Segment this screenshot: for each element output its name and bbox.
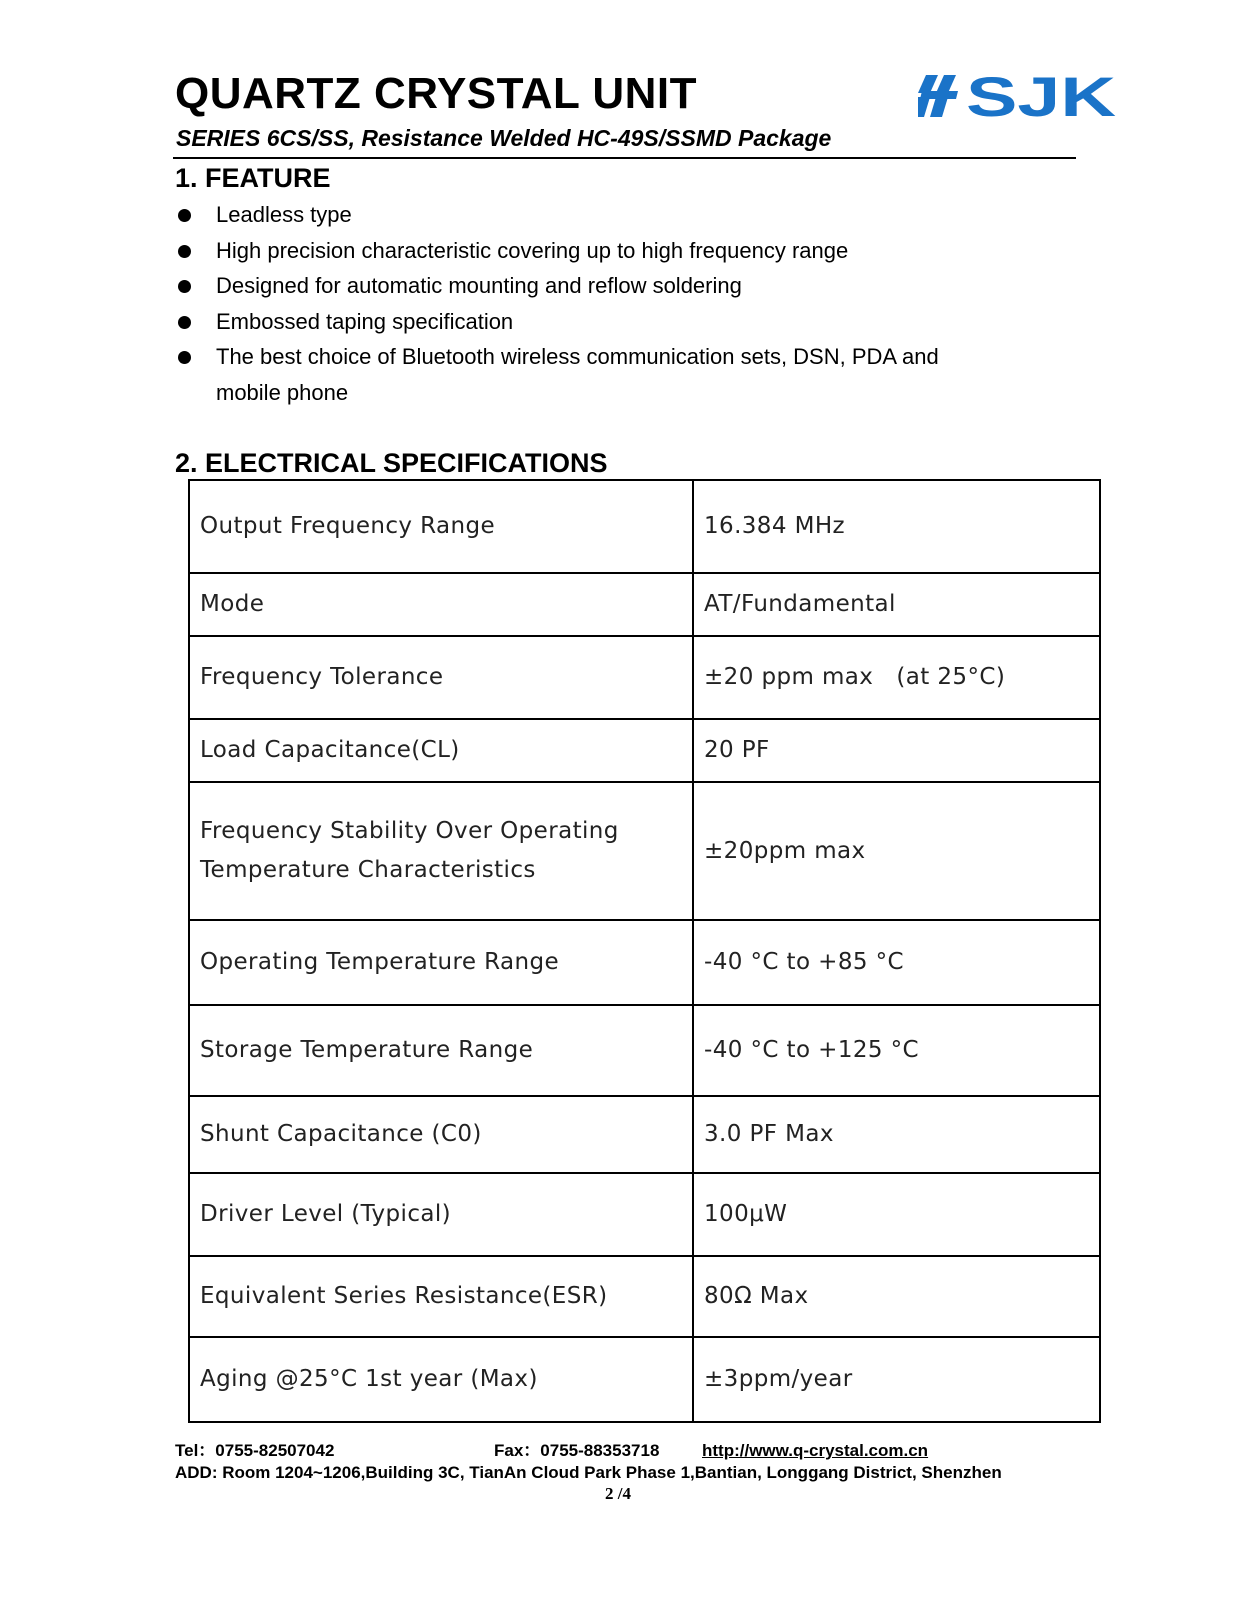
- footer-fax: Fax：0755-88353718: [494, 1441, 660, 1460]
- feature-item: The best choice of Bluetooth wireless communication sets, DSN, PDA and mobile phone: [175, 339, 1055, 410]
- bullet-icon: [178, 209, 191, 222]
- bullet-icon: [178, 316, 191, 329]
- param-cell: Shunt Capacitance (C0): [189, 1096, 693, 1173]
- feature-heading: 1. FEATURE: [175, 163, 331, 193]
- header-rule: [173, 157, 1076, 159]
- electrical-heading: 2. ELECTRICAL SPECIFICATIONS: [175, 448, 608, 478]
- footer: [175, 1440, 1055, 1483]
- sjk-logo: [918, 71, 1118, 121]
- value-cell: ±3ppm/year: [693, 1337, 1100, 1422]
- value-cell: 20 PF: [693, 719, 1100, 782]
- feature-item: Leadless type: [175, 197, 1055, 233]
- param-cell: Driver Level (Typical): [189, 1173, 693, 1256]
- table-row: [189, 719, 1100, 782]
- table-row: [189, 636, 1100, 719]
- feature-item: High precision characteristic covering up to high frequency range: [175, 233, 1055, 269]
- value-cell: AT/Fundamental: [693, 573, 1100, 636]
- value-cell: ±20ppm max: [693, 782, 1100, 920]
- bullet-icon: [178, 245, 191, 258]
- param-cell: Frequency Stability Over Operating Temperature Characteristics: [189, 782, 693, 920]
- table-row: [189, 573, 1100, 636]
- param-cell: Aging @25°C 1st year (Max): [189, 1337, 693, 1422]
- table-row: [189, 1096, 1100, 1173]
- table-row: [189, 782, 1100, 920]
- param-cell: Equivalent Series Resistance(ESR): [189, 1256, 693, 1337]
- table-row: [189, 480, 1100, 573]
- value-cell: 80Ω Max: [693, 1256, 1100, 1337]
- table-row: [189, 1256, 1100, 1337]
- electrical-spec-table: [188, 479, 1101, 1423]
- param-cell: Operating Temperature Range: [189, 920, 693, 1005]
- bullet-icon: [178, 280, 191, 293]
- feature-item: Designed for automatic mounting and reflow soldering: [175, 268, 1055, 304]
- document-subtitle: SERIES 6CS/SS, Resistance Welded HC-49S/SSMD Package: [176, 125, 832, 151]
- value-cell: -40 °C to +85 °C: [693, 920, 1100, 1005]
- param-cell: Frequency Tolerance: [189, 636, 693, 719]
- param-cell: Output Frequency Range: [189, 480, 693, 573]
- page-number: 2 /4: [605, 1484, 631, 1503]
- footer-tel: Tel：0755-82507042: [175, 1441, 335, 1460]
- value-cell: ±20 ppm max (at 25°C): [693, 636, 1100, 719]
- value-cell: 3.0 PF Max: [693, 1096, 1100, 1173]
- param-cell: Mode: [189, 573, 693, 636]
- table-row: [189, 1337, 1100, 1422]
- document-title: QUARTZ CRYSTAL UNIT: [175, 69, 697, 118]
- feature-item: Embossed taping specification: [175, 304, 1055, 340]
- bullet-icon: [178, 351, 191, 364]
- footer-website-link[interactable]: http://www.q-crystal.com.cn: [702, 1441, 929, 1460]
- param-cell: Storage Temperature Range: [189, 1005, 693, 1096]
- footer-address: ADD: Room 1204~1206,Building 3C, TianAn Cloud Park Phase 1,Bantian, Longgang District, Shenzhen: [175, 1463, 1002, 1482]
- sjk-logo-text: SJK: [966, 71, 1116, 121]
- value-cell: -40 °C to +125 °C: [693, 1005, 1100, 1096]
- table-row: [189, 1005, 1100, 1096]
- value-cell: 16.384 MHz: [693, 480, 1100, 573]
- table-row: [189, 920, 1100, 1005]
- feature-list: [175, 197, 1055, 411]
- value-cell: 100μW: [693, 1173, 1100, 1256]
- table-row: [189, 1173, 1100, 1256]
- param-cell: Load Capacitance(CL): [189, 719, 693, 782]
